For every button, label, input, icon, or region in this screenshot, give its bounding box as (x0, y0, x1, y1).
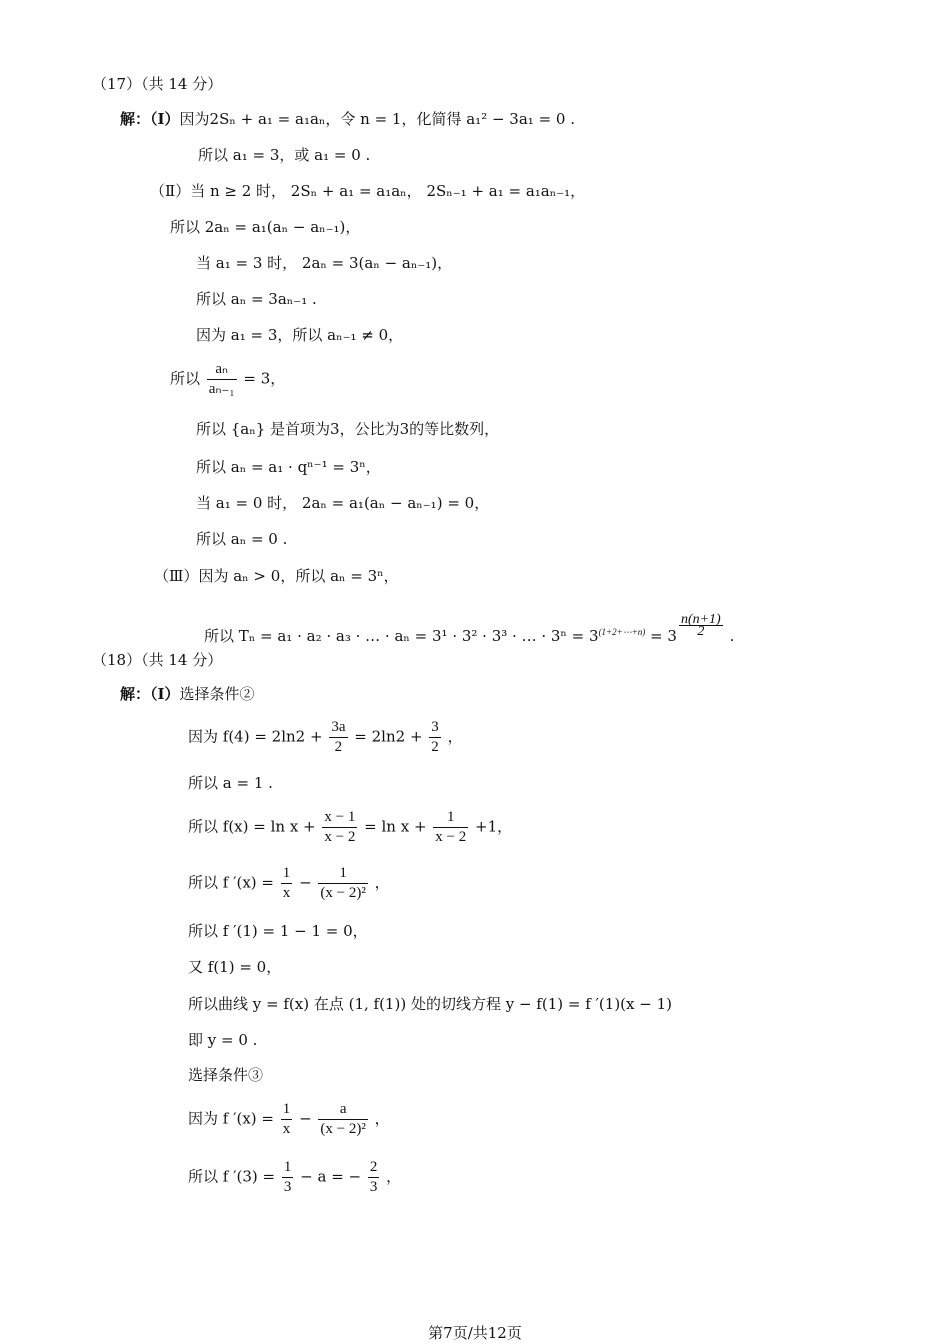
l4-prefix: 所以 f ′(x) = (188, 873, 274, 892)
l3-frac2-den: x − 2 (435, 829, 467, 845)
q18-line8: 即 y = 0 . (188, 1031, 258, 1049)
l1-frac2-num: 3 (429, 718, 441, 738)
q17-part2-line4: 所以 aₙ = 3aₙ₋₁ . (196, 290, 317, 308)
solution-label: 解：（Ⅰ） (120, 110, 180, 128)
l1-fraction-1 (329, 718, 347, 757)
l3-fraction-2 (433, 808, 468, 847)
q17-part2-line3: 当 a₁ = 3 时， 2aₙ = 3(aₙ − aₙ₋₁)， (196, 254, 453, 272)
ratio-denominator: aₙ₋₁ (208, 381, 235, 397)
product-end: . (724, 627, 735, 645)
l3-mid: = ln x + (364, 817, 427, 836)
q17-part2-line8: 所以 aₙ = a₁ · qⁿ⁻¹ = 3ⁿ， (196, 458, 381, 476)
l4-fraction-2 (318, 864, 367, 903)
q17-part3-line1: （Ⅲ）因为 aₙ > 0，所以 aₙ = 3ⁿ， (154, 567, 399, 585)
exponent-denominator: 2 (697, 624, 705, 639)
q17-part1-line: 因为2Sₙ + a₁ = a₁aₙ，令 n = 1，化简得 a₁² − 3a₁ = 0 . (179, 110, 575, 128)
l3-frac1-den: x − 2 (324, 829, 356, 845)
l3-suffix: +1， (475, 817, 513, 836)
l1-frac2-den: 2 (431, 739, 439, 755)
l3-frac2-num: 1 (433, 808, 468, 828)
l3-frac1-num: x − 1 (322, 808, 357, 828)
q18-line3 (188, 808, 512, 847)
exponent-fraction (679, 614, 723, 637)
l4-suffix: ， (374, 873, 390, 892)
l1-frac1-num: 3a (329, 718, 347, 738)
q17-part1-result: 所以 a₁ = 3，或 a₁ = 0 . (198, 146, 371, 164)
q18-line10 (188, 1158, 401, 1197)
l9-frac1-num: 1 (281, 1100, 293, 1120)
l1-mid: = 2ln2 + (354, 727, 423, 746)
q17-part1 (120, 109, 575, 129)
l9-fraction-1 (281, 1100, 293, 1139)
l1-suffix: ， (447, 727, 463, 746)
choose-condition-2: 选择条件② (179, 685, 255, 703)
l10-prefix: 所以 f ′(3) = (188, 1167, 276, 1186)
q17-part2-line1: （Ⅱ）当 n ≥ 2 时， 2Sₙ + a₁ = a₁aₙ， 2Sₙ₋₁ + a₁ = a₁aₙ₋₁， (150, 182, 586, 200)
product-expression: 所以 Tₙ = a₁ · a₂ · a₃ · … · aₙ = 3¹ · 3² · 3³ · … · 3ⁿ = 3 (204, 627, 599, 645)
l4-mid: − (299, 873, 312, 892)
l10-mid: − a = − (300, 1167, 362, 1186)
solution-label: 解：（Ⅰ） (120, 685, 180, 703)
l9-prefix: 因为 f ′(x) = (188, 1109, 274, 1128)
l10-suffix: ， (386, 1167, 402, 1186)
l10-frac1-num: 1 (282, 1158, 294, 1178)
q18-part1 (120, 684, 255, 704)
l1-prefix: 因为 f(4) = 2ln2 + (188, 727, 323, 746)
l9-frac2-den: (x − 2)² (320, 1121, 366, 1137)
l1-frac1-den: 2 (334, 739, 343, 755)
l4-frac2-den: (x − 2)² (320, 885, 366, 901)
l9-frac2-num: a (318, 1100, 367, 1120)
l10-fraction-2 (368, 1158, 380, 1197)
q17-part3-line2 (204, 614, 734, 646)
q17-part2-line10: 所以 aₙ = 0 . (196, 530, 288, 548)
q17-ratio-line (170, 360, 285, 399)
l3-fraction-1 (322, 808, 357, 847)
exponent-numerator: n(n+1) (680, 612, 721, 627)
l4-frac1-den: x (282, 885, 291, 901)
l10-frac2-den: 3 (369, 1179, 378, 1195)
l4-fraction-1 (281, 864, 293, 903)
l9-frac1-den: x (282, 1121, 291, 1137)
q17-part2-line9: 当 a₁ = 0 时， 2aₙ = a₁(aₙ − aₙ₋₁) = 0， (196, 494, 490, 512)
q18-line1 (188, 718, 463, 757)
page-footer: 第7页/共12页 (428, 1324, 522, 1342)
l1-fraction-2 (429, 718, 441, 757)
q17-header: （17）（共 14 分） (92, 75, 223, 93)
q18-line4 (188, 864, 390, 903)
sum-exponent: (1+2+⋯+n) (598, 627, 646, 637)
l9-suffix: ， (374, 1109, 390, 1128)
l4-frac2-num: 1 (318, 864, 367, 884)
product-mid: = 3 (645, 627, 677, 645)
l10-frac1-den: 3 (283, 1179, 292, 1195)
l9-fraction-2 (318, 1100, 367, 1139)
q17-part2-line2: 所以 2aₙ = a₁(aₙ − aₙ₋₁)， (170, 218, 361, 236)
l10-frac2-num: 2 (368, 1158, 380, 1178)
l3-prefix: 所以 f(x) = ln x + (188, 817, 316, 836)
choose-condition-3: 选择条件③ (188, 1066, 264, 1084)
ratio-fraction (207, 360, 237, 399)
q18-line5: 所以 f ′(1) = 1 − 1 = 0， (188, 922, 368, 940)
l4-frac1-num: 1 (281, 864, 293, 884)
l10-fraction-1 (282, 1158, 294, 1197)
q18-line9 (188, 1100, 390, 1139)
q18-line6: 又 f(1) = 0， (188, 958, 282, 976)
closed-form-exponent (677, 614, 725, 637)
ratio-numerator: aₙ (207, 360, 237, 380)
q18-line7: 所以曲线 y = f(x) 在点 (1, f(1)) 处的切线方程 y − f(1) = f ′(1)(x − 1) (188, 995, 672, 1013)
q18-line2: 所以 a = 1 . (188, 774, 273, 792)
q18-header: （18）（共 14 分） (92, 651, 223, 669)
ratio-suffix: = 3， (243, 369, 286, 388)
ratio-prefix: 所以 (170, 369, 201, 388)
q17-part2-line5: 因为 a₁ = 3，所以 aₙ₋₁ ≠ 0， (196, 326, 404, 344)
q17-part2-line7: 所以 {aₙ} 是首项为3，公比为3的等比数列， (196, 420, 500, 438)
l9-mid: − (299, 1109, 312, 1128)
